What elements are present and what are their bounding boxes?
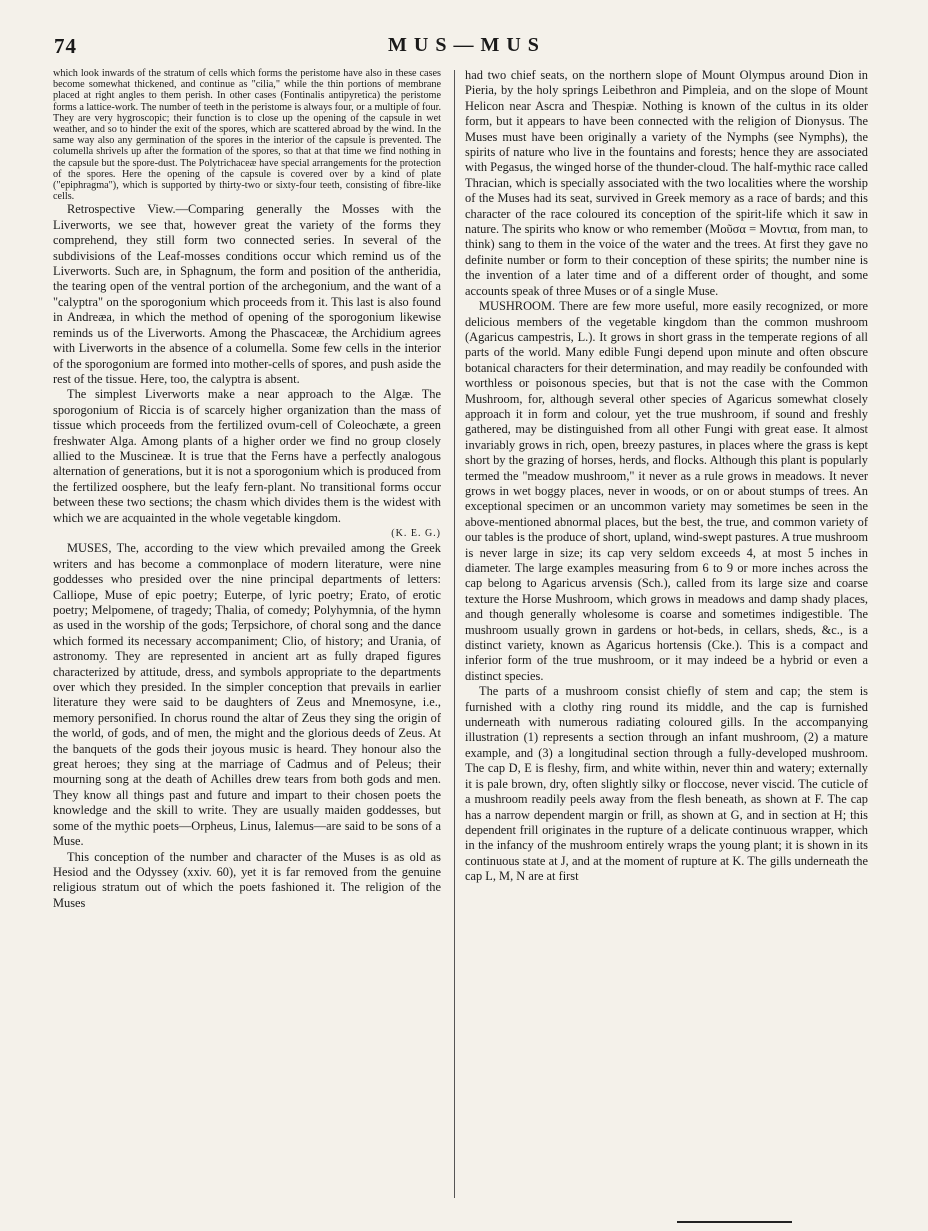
right-body-text bbox=[465, 68, 868, 885]
paragraph: The parts of a mushroom consist chiefly of stem and cap; the stem is furnished with a clothy ring round its middle, and the cap is furnished underneath with numerous radiating coloured gills. In the accompanying illustration (1) represents a section through an infant mushroom, (2) a mature example, and (3) a longitudinal section through a fully-developed mushroom. The cap D, E is fleshy, firm, and white within, never thin and watery; externally it is pale brown, dry, often slightly silky or floccose, never viscid. The cuticle of a mushroom readily peels away from the flesh beneath, as shown at F. The cap has a narrow dependent margin or frill, as shown at G, and in section at H; this dependent frill originates in the rupture of a delicate continuous wrapper, which in the infancy of the mushroom entirely wraps the young plant; it is shown in its continuous state at J, and at the moment of rupture at K. The gills underneath the cap L, M, N are at first bbox=[465, 684, 868, 884]
right-column bbox=[465, 68, 868, 885]
page-header bbox=[54, 34, 880, 60]
page-bottom-rule bbox=[677, 1221, 792, 1223]
paragraph: had two chief seats, on the northern slope of Mount Olympus around Dion in Pieria, by the holy springs Leibethron and Pimpleia, and on the slope of Mount Helicon near Ascra and Thespiæ. Nothing is known of the cultus in its older form, but it appears to have been connected with the religion of Dionysus. The Muses must have been originally a variety of the Nymphs (see Nymphs), the spirits of nature who live in the fountains and forests; hence they are associated with Pegasus, the winged horse of the thunder-cloud. The half-mythic race called Thracian, which is specially associated with the two localities where the worship of the Muses had its seat, survived in Greek memory as a race of bards; and this character of the race coloured its conception of the spirit-life which it saw in nature. The spirits who know or who remember (Μοῦσα = Μοντια, from man, to think) sang to them in the voice of the water and the trees. At first they gave no definite number or form to their conception of these spirits; the number nine is the invention of a later time and of a different order of thought, and some accounts speak of three Muses or of a single Muse. bbox=[465, 68, 868, 298]
left-column bbox=[53, 68, 441, 911]
paragraph: This conception of the number and character of the Muses is as old as Hesiod and the Odyssey (xxiv. 60), yet it is far removed from the genuine religious stratum out of which the poets fashioned it. The religion of the Muses bbox=[53, 849, 441, 910]
left-body-text bbox=[53, 202, 441, 911]
author-signature: (K. E. G.) bbox=[391, 527, 441, 539]
paragraph: which look inwards of the stratum of cells which forms the peristome have also in these cases become somewhat thickened, and continue as "cilia," while the thin portions of membrane placed at right angles to them perish. In other cases (Fontinalis antipyretica) the peristome forms a lattice-work. The number of teeth in the peristome is always four, or a multiple of four. They are very hygroscopic; their function is to close up the opening of the capsule in wet weather, and so to hinder the exit of the spores, which are scattered abroad by the wind. In the same way also any germination of the spores in the interior of the capsule is prevented. The columella shrivels up after the formation of the spores, so that at that time we find nothing in the capsule but the spore-dust. The Polytrichaceæ have special arrangements for the protection of the spores. Here the opening of the capsule is covered over by a kind of plate ("epiphragma"), which is supported by thirty-two or sixty-four teeth, consisting of fibre-like cells. bbox=[53, 68, 441, 203]
page-number: 74 bbox=[54, 34, 77, 58]
paragraph-retrospective-view: Retrospective View.—Comparing generally the Mosses with the Liverworts, we see that, however great the variety of the forms they comprehend, they still form two connected series. In several of the subdivisions of the Leaf-mosses conditions occur which remind us of the Liverworts. Such are, in Sphagnum, the form and position of the antheridia, the tearing open of the ventral portion of the archegonium, and the want of a "calyptra" on the sporogonium which proceeds from it. This last is also found in Andreæa, in which the method of opening of the sporogonium likewise reminds us of the Liverworts. Among the Phascaceæ, the Archidium agrees with Liverworts in the absence of a columella. Some few cells in the interior of the sporogonium are formed into mother-cells of spores, and push aside the rest of the tissue. Here, too, the calyptra is absent. bbox=[53, 202, 441, 386]
paragraph: The simplest Liverworts make a near approach to the Algæ. The sporogonium of Riccia is of scarcely higher organization than the mass of tissue which proceeds from the fertilized ovum-cell of Coleochæte, a green freshwater Alga. Among plants of a higher order we find no group closely allied to the Muscineæ. It is true that the Ferns have a perfectly analogous alternation of generations, but it is not a sporogonium which is produced from the fertilized oosphere, but the leafy fern-plant. No transitional forms occur between these two sections; the chasm which divides them is the widest with which we are acquainted in the whole vegetable kingdom. bbox=[53, 387, 441, 525]
column-divider bbox=[454, 70, 455, 1198]
running-head: MUS—MUS bbox=[388, 34, 546, 56]
article-mushroom: MUSHROOM. There are few more useful, more easily recognized, or more delicious members of the vegetable kingdom than the common mushroom (Agaricus campestris, L.). It grows in short grass in the temperate regions of all parts of the world. Many edible Fungi depend upon minute and often obscure botanical characters for their determination, and may readily be confounded with worthless or poisonous species, but that is not the case with the Common Mushroom, for, although several other species of Agaricus somewhat closely approach it in form and colour, yet the true mushroom, if sound and freshly gathered, may be distinguished from all other Fungi with great ease. It almost invariably grows in rich, open, breezy pastures, in places where the grass is kept short by the grazing of horses, herds, and flocks. Although this plant is popularly termed the "meadow mushroom," it never as a rule grows in meadows. It never grows in wet boggy places, never in woods, or on or about stumps of trees. An exceptional specimen or an uncommon variety may sometimes be seen in the above-mentioned abnormal places, but the best, the true, and common variety of our tables is the produce of short, upland, wind-swept pastures. A true mushroom is never large in size; its cap very seldom exceeds 4, at most 5 inches in diameter. The large examples measuring from 6 to 9 or more inches across the cap belong to Agaricus arvensis (Sch.), called from its large size and coarse texture the Horse Mushroom, which grows in meadows and damp shady places, and though generally wholesome is coarse and sometimes indigestible. The mushroom usually grown in gardens or hot-beds, in cellars, sheds, &c., is a distinct variety, known as Agaricus hortensis (Cke.). This is a compact and inferior form of the true mushroom, or it may indeed be a hybrid or even a distinct species. bbox=[465, 299, 868, 683]
moss-capsule-continuation bbox=[53, 68, 441, 202]
article-muses: MUSES, The, according to the view which prevailed among the Greek writers and has become a commonplace of modern literature, were nine goddesses who presided over the nine principal departments of letters: Calliope, Muse of epic poetry; Euterpe, of lyric poetry; Erato, of erotic poetry; Melpomene, of tragedy; Thalia, of comedy; Polyhymnia, of the hymn as used in the worship of the gods; Terpsichore, of choral song and the dance which formed its necessary accompaniment; Clio, of history; and Urania, of astronomy. They are represented in ancient art as fully draped figures characterized by attitude, dress, and symbols appropriate to the departments over which they presided. In the simpler conception that prevails in earlier literature they were said to be daughters of Zeus and Mnemosyne, i.e., memory personified. In chorus round the altar of Zeus they sing the origin of the world, of gods, and of men, the might and the glorious deeds of Zeus. At the banquets of the gods their joyous music is heard. They honour also the great heroes; they sing at the marriage of Cadmus and of Peleus; their mourning song at the death of Achilles drew tears from both gods and men. They know all things past and future and impart to their chosen poets the knowledge and the skill to write. They are usually maiden goddesses, but some of the mythic poets—Orpheus, Linus, Ialemus—are said to be sons of a Muse. bbox=[53, 541, 441, 849]
author-signature-line bbox=[53, 526, 441, 541]
